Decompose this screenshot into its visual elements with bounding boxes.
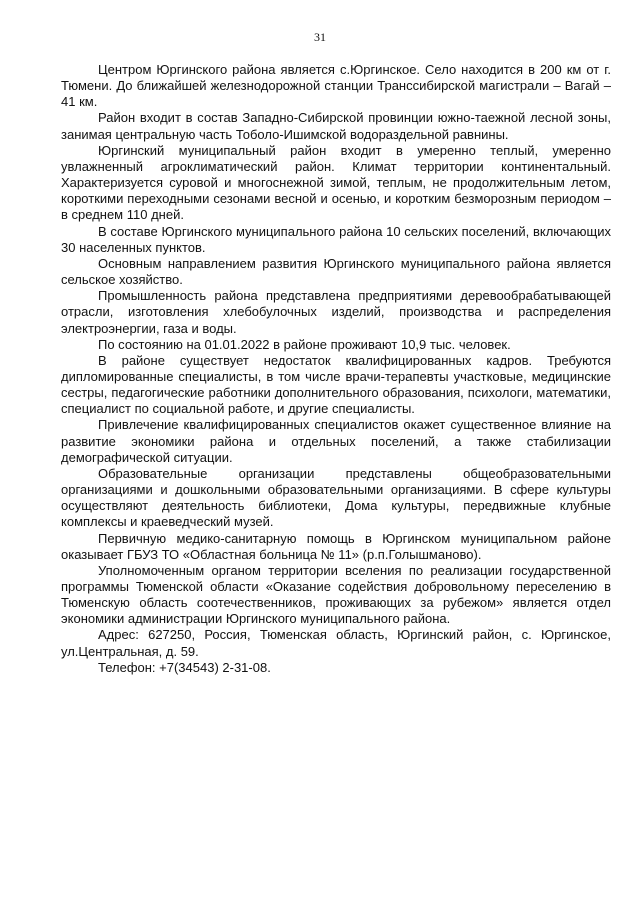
paragraph-center: Центром Юргинского района является с.Юргинское. Село находится в 200 км от г. Тюмени. До ближайшей железнодорожной станции Транссибирской магистрали – Вагай – 41 км. — [61, 62, 611, 110]
paragraph-phone: Телефон: +7(34543) 2-31-08. — [98, 659, 271, 675]
document-body — [61, 62, 611, 676]
paragraph-attraction: Привлечение квалифицированных специалистов окажет существенное влияние на развитие экономики района и отдельных поселений, а также стабилизации демографической ситуации. — [61, 417, 611, 465]
paragraph-address: Адрес: 627250, Россия, Тюменская область, Юргинский район, с. Юргинское, ул.Центральная, д. 59. — [61, 627, 611, 659]
paragraph-education-culture: Образовательные организации представлены общеобразовательными организациями и дошкольными образовательными организациями. В сфере культуры осуществляют деятельность библиотеки, Дома культуры, передвижные клубные комплексы и краеведческий музей. — [61, 465, 611, 530]
paragraph-healthcare: Первичную медико-санитарную помощь в Юргинском муниципальном районе оказывает ГБУЗ ТО «Областная больница № 11» (р.п.Голышманово). — [61, 530, 611, 562]
paragraph-agriculture: Основным направлением развития Юргинского муниципального района является сельское хозяйство. — [61, 255, 611, 288]
paragraph-climate: Юргинский муниципальный район входит в умеренно теплый, умеренно увлажненный агроклиматический район. Климат территории континентальный. Характеризуется суровой и многоснежной зимой, теплым, не продолжительным летом, короткими переходными сезонами весной и осенью, и коротким безморозным периодом – в среднем 110 дней. — [61, 142, 611, 223]
paragraph-industry: Промышленность района представлена предприятиями деревообрабатывающей отрасли, изготовления хлебобулочных изделий, производства и распределения электроэнергии, газа и воды. — [61, 288, 611, 336]
paragraph-staff-shortage: В районе существует недостаток квалифицированных кадров. Требуются дипломированные специалисты, в том числе врачи-терапевты участковые, медицинские сестры, педагогические работники дополнительного образования, психологи, математики, специалист по социальной работе, и другие специалисты. — [61, 352, 611, 417]
paragraph-population: По состоянию на 01.01.2022 в районе проживают 10,9 тыс. человек. — [98, 336, 511, 352]
paragraph-settlements: В составе Юргинского муниципального района 10 сельских поселений, включающих 30 населенных пунктов. — [61, 223, 611, 255]
paragraph-authorized-body: Уполномоченным органом территории вселения по реализации государственной программы Тюменской области «Оказание содействия добровольному переселению в Тюменскую область соотечественников, проживающих за рубежом» является отдел экономики администрации Юргинского муниципального района. — [61, 562, 611, 627]
paragraph-zone: Район входит в состав Западно-Сибирской провинции южно-таежной лесной зоны, занимая центральную часть Тоболо-Ишимской водораздельной равнины. — [61, 110, 611, 142]
page-number: 31 — [314, 30, 326, 44]
